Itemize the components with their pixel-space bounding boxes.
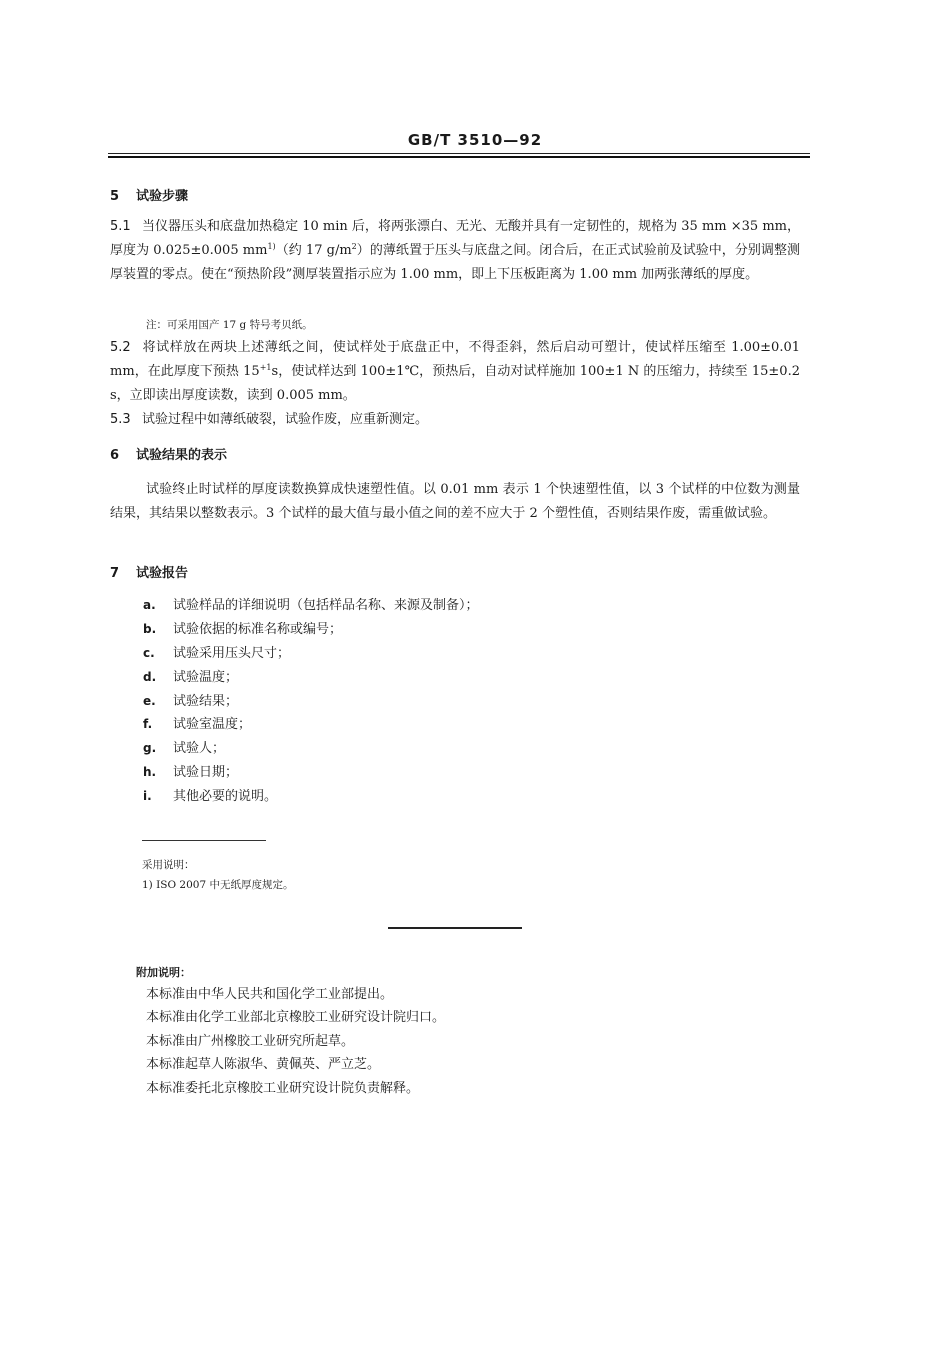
paragraph-5-2-text-a: 将试样放在两块上述薄纸之间，使试样处于底盘正中，不得歪斜，然后启动可塑计，使试样压缩至 1.00±0.01 mm，在此厚度下预热 15 <box>110 340 800 379</box>
paragraph-5-1-text-b: （约 17 g/m <box>275 243 352 258</box>
header-rule-thick <box>108 156 810 158</box>
section-5-title: 试验步骤 <box>136 189 189 204</box>
report-item-text: 试验温度； <box>173 669 239 685</box>
report-item-text: 试验日期； <box>173 765 239 781</box>
report-item-label: a. <box>143 598 156 612</box>
section-6-body: 试验终止时试样的厚度读数换算成快速塑性值。以 0.01 mm 表示 1 个快速塑性值，以 3 个试样的中位数为测量结果，其结果以整数表示。3 个试样的最大值与最小值之间的差不应大于 2 个塑性值，否则结果作废，需重做试验。 <box>110 482 800 521</box>
additional-note-line: 本标准起草人陈淑华、黄佩英、严立芝。 <box>146 1057 381 1073</box>
standard-code-header: GB/T 3510—92 <box>407 131 543 149</box>
report-item <box>143 594 479 618</box>
additional-note-line: 本标准由中华人民共和国化学工业部提出。 <box>146 987 394 1002</box>
report-item-text: 试验依据的标准名称或编号； <box>173 621 343 637</box>
report-item-text: 试验室温度； <box>173 717 252 733</box>
paragraph-5-1-number: 5.1 <box>110 219 131 234</box>
report-item-label: g. <box>143 741 157 756</box>
header-rule-thin <box>108 153 810 154</box>
tolerance-superscript: +1 <box>259 363 272 372</box>
report-item <box>143 690 479 714</box>
paragraph-5-2-number: 5.2 <box>110 340 131 355</box>
report-item <box>143 713 479 737</box>
end-rule <box>388 927 522 929</box>
report-item-text: 试验结果； <box>173 693 239 709</box>
report-item <box>143 666 479 690</box>
paragraph-5-2-text-b: s，使试样达到 100±1℃，预热后，自动对试样施加 100±1 N 的压缩力，持续至 15±0.2 s，立即读出厚度读数，读到 0.005 mm。 <box>110 364 800 403</box>
footnote-ref-1: 1) <box>267 242 276 251</box>
additional-notes-title: 附加说明： <box>136 966 191 979</box>
additional-notes-list <box>146 983 445 1100</box>
section-6-heading <box>110 444 227 463</box>
report-items-list <box>143 594 479 809</box>
paragraph-5-1-text-c: ）的薄纸置于压头与底盘之间。闭合后，在正式试验前及试验中，分别调整测厚装置的零点。使在“预热阶段”测厚装置指示应为 1.00 mm，即上下压板距离为 1.00 mm 加两张薄纸的厚度。 <box>110 243 800 282</box>
report-item-label: c. <box>143 645 155 660</box>
section-7-heading <box>110 562 188 581</box>
additional-note-line: 本标准委托北京橡胶工业研究设计院负责解释。 <box>146 1080 420 1096</box>
footnote-title: 采用说明： <box>142 859 195 871</box>
report-item-label: h. <box>143 765 157 780</box>
report-item-text: 试验采用压头尺寸； <box>173 645 291 661</box>
paragraph-5-3-number: 5.3 <box>110 412 131 427</box>
report-item <box>143 618 479 642</box>
report-item <box>143 785 479 809</box>
report-item-text: 其他必要的说明。 <box>173 789 278 805</box>
report-item-text: 试验样品的详细说明（包括样品名称、来源及制备）； <box>173 598 479 613</box>
report-item <box>143 642 479 666</box>
section-6-number: 6 <box>110 448 120 463</box>
report-item-label: b. <box>143 621 157 636</box>
report-item-label: e. <box>143 693 156 708</box>
additional-note-line: 本标准由化学工业部北京橡胶工业研究设计院归口。 <box>146 1010 446 1026</box>
paragraph-5-3 <box>110 408 800 432</box>
additional-note-line: 本标准由广州橡胶工业研究所起草。 <box>146 1033 355 1049</box>
section-5-number: 5 <box>110 189 120 204</box>
note-paper: 注：可采用国产 17 g 特号考贝纸。 <box>146 319 313 331</box>
footnote-rule <box>142 840 266 841</box>
section-6-title: 试验结果的表示 <box>136 448 228 463</box>
section-5-heading <box>110 185 188 204</box>
paragraph-5-1-text-a: 当仪器压头和底盘加热稳定 10 min 后，将两张漂白、无光、无酸并具有一定韧性的，规格为 35 mm ×35 mm，厚度为 0.025±0.005 mm <box>110 219 800 258</box>
report-item-label: f. <box>143 717 153 732</box>
superscript-2: 2 <box>351 242 357 251</box>
paragraph-5-3-text: 试验过程中如薄纸破裂，试验作废，应重新测定。 <box>142 412 429 427</box>
paragraph-5-2 <box>110 336 800 408</box>
report-item-text: 试验人； <box>173 741 226 757</box>
section-7-number: 7 <box>110 566 120 581</box>
paragraph-5-1 <box>110 215 800 287</box>
report-item-label: i. <box>143 789 152 804</box>
report-item <box>143 737 479 761</box>
section-7-title: 试验报告 <box>136 566 189 581</box>
report-item-label: d. <box>143 669 157 684</box>
report-item <box>143 761 479 785</box>
footnote-text: 1) ISO 2007 中无纸厚度规定。 <box>142 879 294 891</box>
